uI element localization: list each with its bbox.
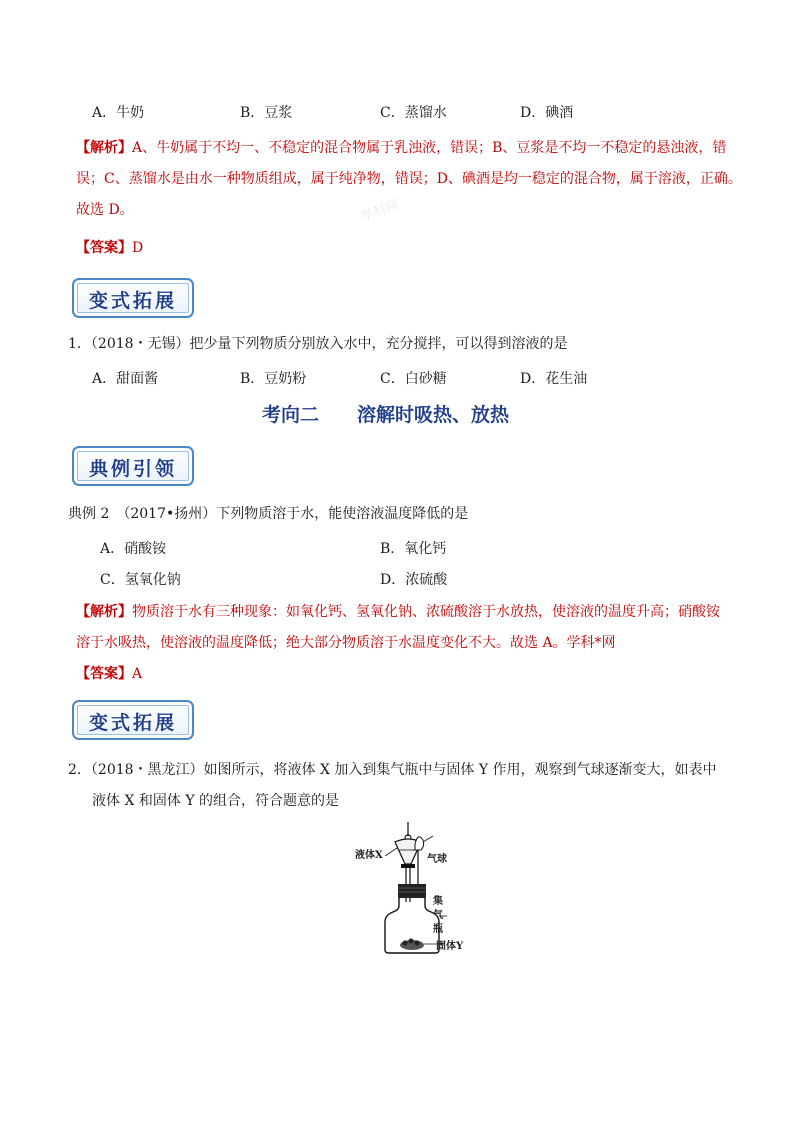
analysis-text: 物质溶于水有三种现象：如氧化钙、氢氧化钠、浓硫酸溶于水放热，使溶液的温度升高；硝酸铵 [132, 604, 720, 620]
answer-value: A [132, 666, 143, 682]
q0-option-d: D．碘酒 [520, 105, 574, 121]
q0-analysis-line-3: 故选 D。 [76, 202, 134, 218]
label-bottle-1: 集 [433, 896, 443, 907]
gas-bottle-diagram [355, 822, 480, 954]
analysis-tag: 【解析】 [76, 140, 132, 156]
example2-answer [76, 664, 142, 684]
answer-value: D [132, 240, 144, 256]
watermark: 学科网 [359, 197, 402, 226]
example2-option-d: D．浓硫酸 [380, 572, 448, 588]
banner-variant-expansion-1 [72, 278, 194, 318]
example2-stem: 典例 2 （2017•扬州）下列物质溶于水，能使溶液温度降低的是 [68, 506, 469, 522]
section-heading: 考向二 溶解时吸热、放热 [262, 404, 510, 426]
example2-option-c: C．氢氧化钠 [100, 572, 181, 588]
label-balloon: 气球 [427, 854, 447, 865]
q0-option-b: B．豆浆 [240, 105, 293, 121]
analysis-text: A、牛奶属于不均一、不稳定的混合物属于乳浊液，错误；B、豆浆是不均一不稳定的悬浊液，错 [132, 140, 727, 156]
q0-answer [76, 238, 143, 258]
example2-option-b: B．氧化钙 [380, 541, 447, 557]
q0-analysis-line-1 [76, 138, 726, 158]
apparatus-figure [355, 822, 480, 954]
label-liquid-x: 液体X [355, 850, 383, 861]
label-bottle-3: 瓶 [433, 924, 443, 935]
q1-option-d: D．花生油 [520, 371, 588, 387]
q1-option-a: A．甜面酱 [92, 371, 159, 387]
answer-tag: 【答案】 [76, 666, 132, 682]
banner-label: 变式拓展 [88, 290, 177, 312]
example2-option-a: A．硝酸铵 [100, 541, 167, 557]
banner-typical-example [72, 446, 194, 486]
q0-analysis-line-2: 误；C、蒸馏水是由水一种物质组成，属于纯净物，错误；D、碘酒是均一稳定的混合物，属于溶液，正确。 [76, 171, 742, 187]
q1-option-b: B．豆奶粉 [240, 371, 307, 387]
banner-label: 变式拓展 [88, 712, 177, 734]
answer-tag: 【答案】 [76, 240, 132, 256]
example2-analysis-line-1 [76, 602, 720, 622]
analysis-tag: 【解析】 [76, 604, 132, 620]
label-solid-y: 固体Y [436, 941, 464, 952]
banner-label: 典例引领 [88, 458, 177, 480]
banner-variant-expansion-2 [72, 700, 194, 740]
q2-stem-line-1: 2．（2018・黑龙江）如图所示，将液体 X 加入到集气瓶中与固体 Y 作用，观察到气球逐渐变大，如表中 [68, 762, 717, 778]
example2-analysis-line-2: 溶于水吸热，使溶液的温度降低；绝大部分物质溶于水温度变化不大。故选 A。学科*网 [76, 635, 616, 651]
q2-stem-line-2: 液体 X 和固体 Y 的组合，符合题意的是 [92, 793, 340, 809]
q1-stem: 1．（2018・无锡）把少量下列物质分别放入水中，充分搅拌，可以得到溶液的是 [68, 336, 568, 352]
q1-option-c: C．白砂糖 [380, 371, 447, 387]
label-bottle-2: 气 [433, 910, 443, 921]
q0-option-a: A．牛奶 [92, 105, 145, 121]
q0-option-c: C．蒸馏水 [380, 105, 447, 121]
